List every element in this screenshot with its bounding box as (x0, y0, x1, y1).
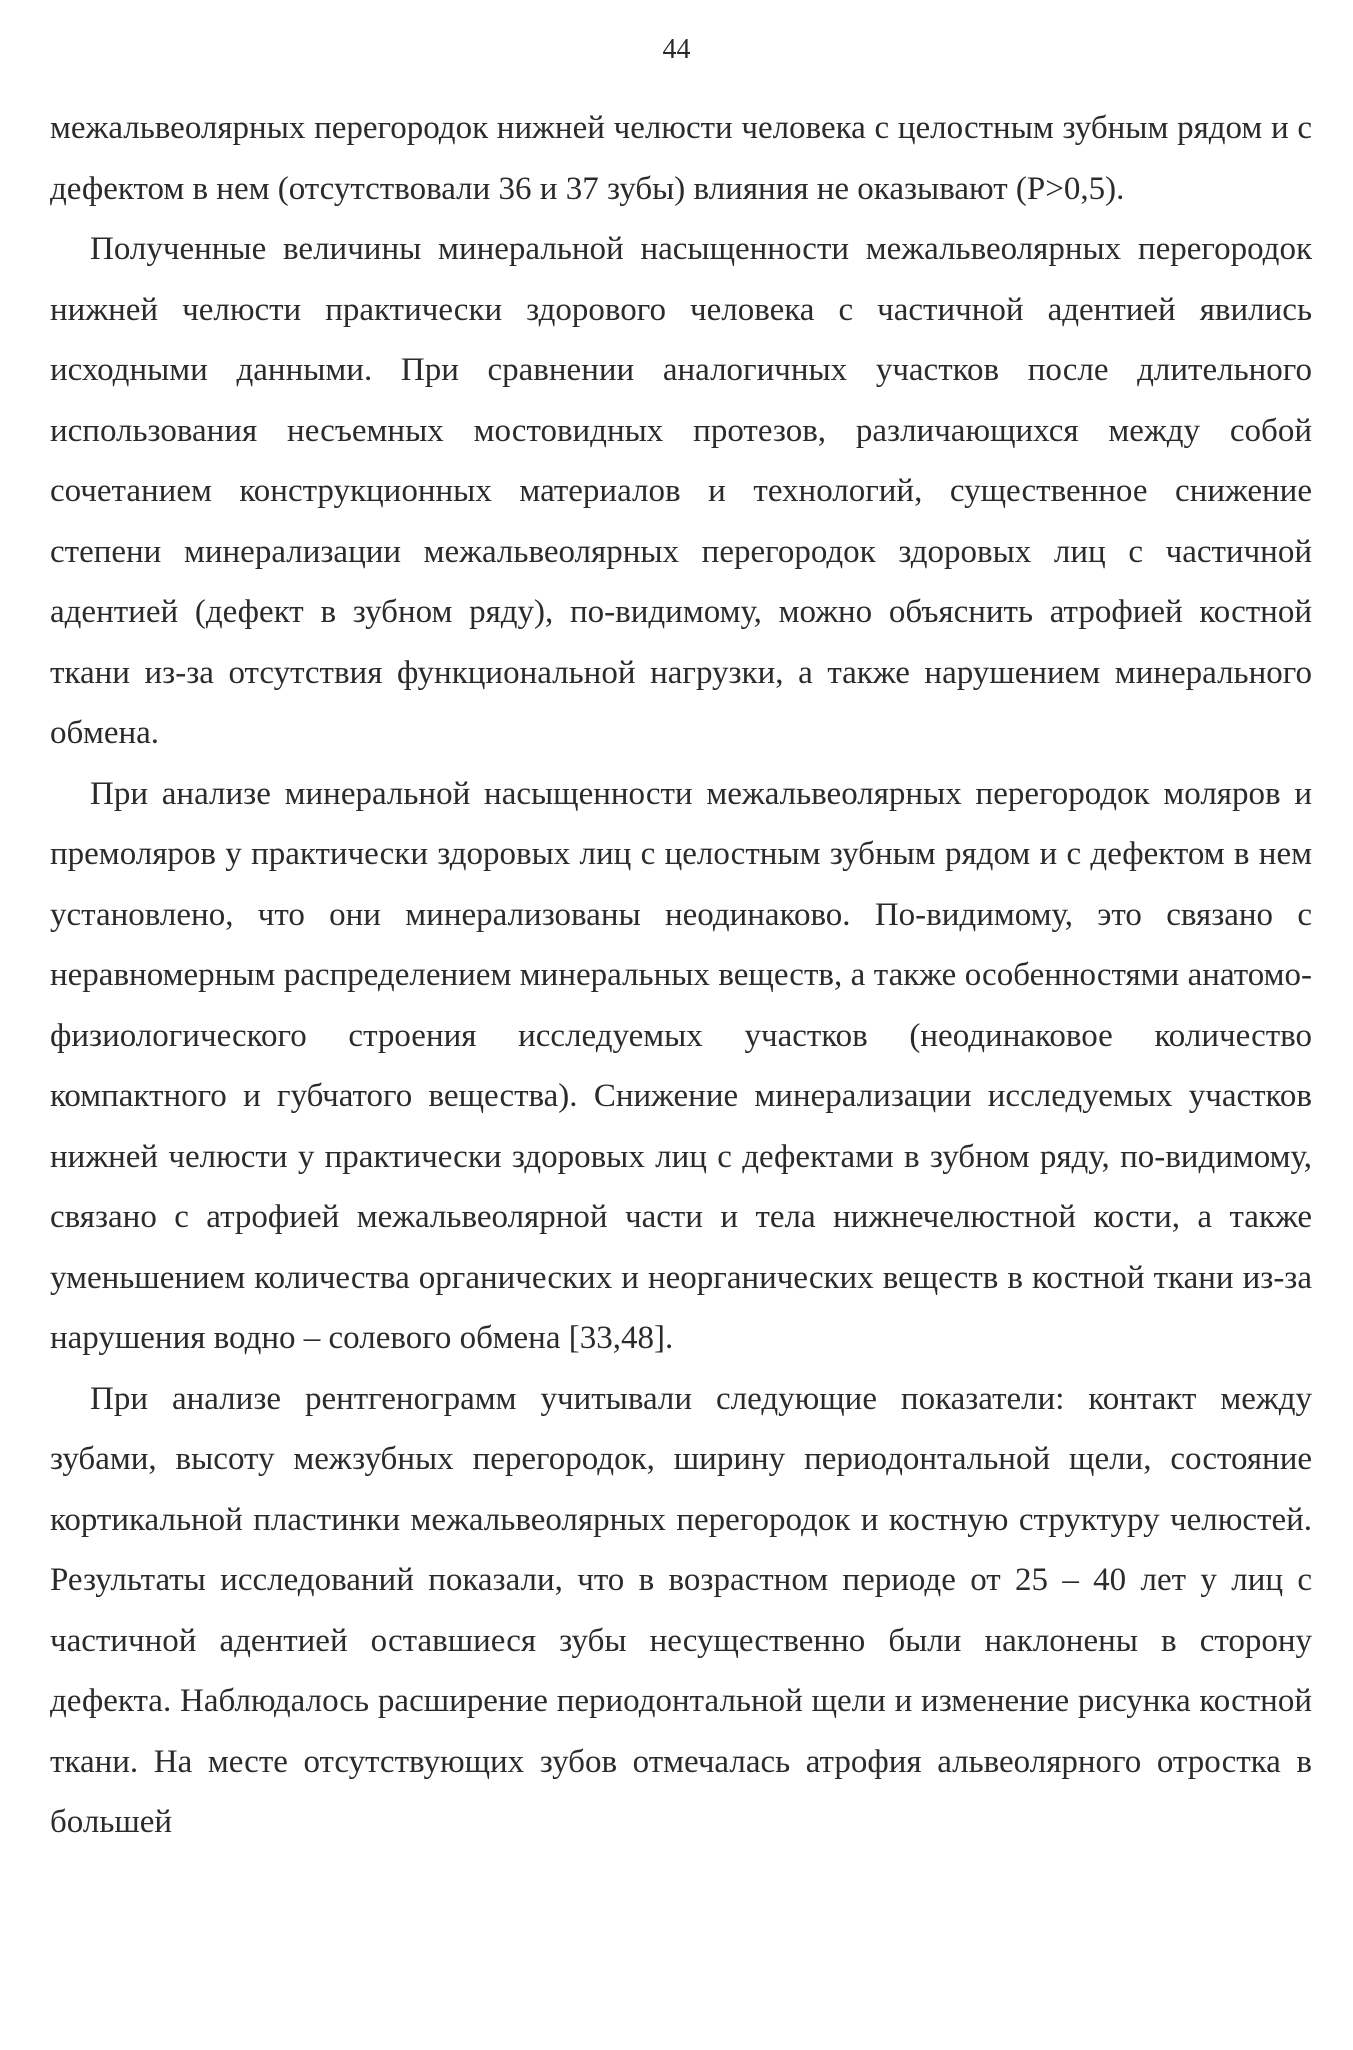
page-number: 44 (662, 34, 691, 65)
paragraph: Полученные величины минеральной насыщенности межальвеолярных перегородок нижней челюсти практически здорового человека с частичной адентией явились исходными данными. При сравнении аналогичных участков после длительного использования несъемных мостовидных протезов, различающихся между собой сочетанием конструкционных материалов и технологий, существенное снижение степени минерализации межальвеолярных перегородок здоровых лиц с частичной адентией (дефект в зубном ряду), по-видимому, можно объяснить атрофией костной ткани из-за отсутствия функциональной нагрузки, а также нарушением минерального обмена. (50, 231, 1312, 751)
paragraph: При анализе рентгенограмм учитывали следующие показатели: контакт между зубами, высоту межзубных перегородок, ширину периодонтальной щели, состояние кортикальной пластинки межальвеолярных перегородок и костную структуру челюстей. Результаты исследований показали, что в возрастном периоде от 25 – 40 лет у лиц с частичной адентией оставшиеся зубы несущественно были наклонены в сторону дефекта. Наблюдалось расширение периодонтальной щели и изменение рисунка костной ткани. На месте отсутствующих зубов отмечалась атрофия альвеолярного отростка в большей (50, 1380, 1312, 1840)
paragraph-continuation: межальвеолярных перегородок нижней челюсти человека с целостным зубным рядом и с дефектом в нем (отсутствовали 36 и 37 зубы) влияния не оказывают (P>0,5). (50, 110, 1312, 207)
paragraph: При анализе минеральной насыщенности межальвеолярных перегородок моляров и премоляров у практически здоровых лиц с целостным зубным рядом и с дефектом в нем установлено, что они минерализованы неодинаково. По-видимому, это связано с неравномерным распределением минеральных веществ, а также особенностями анатомо- физиологического строения исследуемых участков (неодинаковое количество компактного и губчатого вещества). Снижение минерализации исследуемых участков нижней челюсти у практически здоровых лиц с дефектами в зубном ряду, по-видимому, связано с атрофией межальвеолярной части и тела нижнечелюстной кости, а также уменьшением количества органических и неорганических веществ в костной ткани из-за нарушения водно – солевого обмена [33,48]. (50, 775, 1312, 1356)
body-text (50, 98, 1312, 1853)
